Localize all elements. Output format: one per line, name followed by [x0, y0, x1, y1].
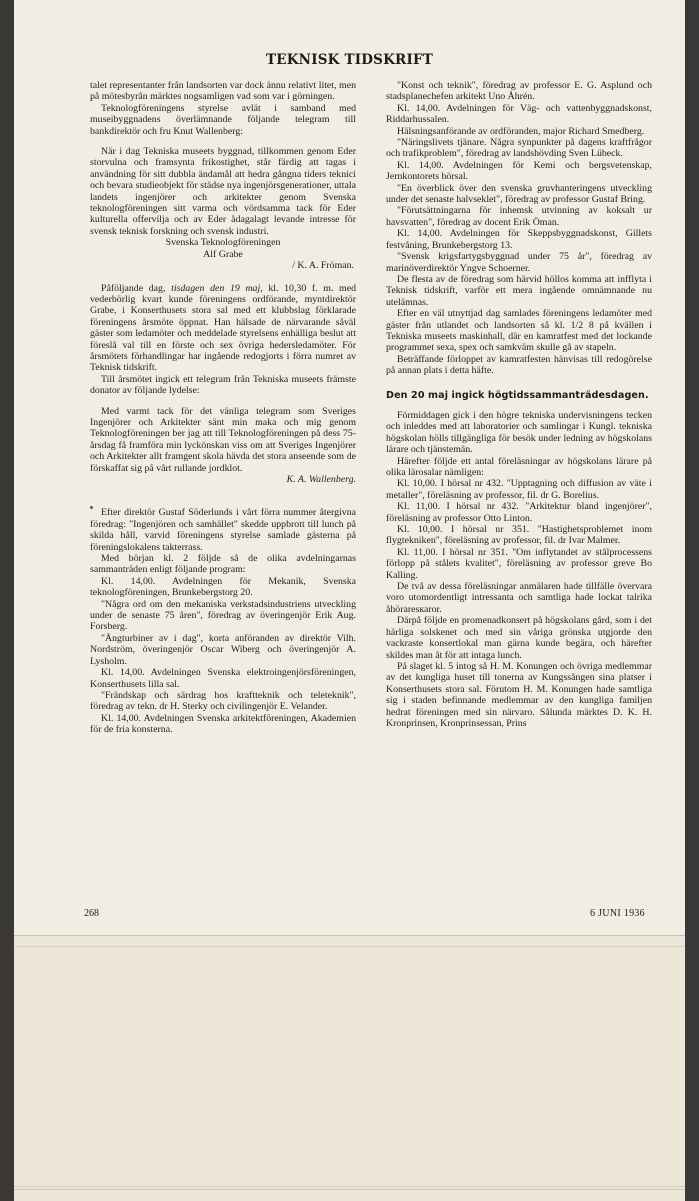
issue-date: 6 JUNI 1936	[590, 908, 645, 919]
telegram-quote: Med varmt tack för det vänliga telegram som Sveriges Ingenjörer och Arkitekter sänt min maka och mig genom Teknologföreningen ber jag att till Teknologföreningen på dess 75-årsdag få framföra min lyckönskan viss om att Sveriges Ingenjörer och Arkitekter allt framgent skola hävda det stora anseende som de förskaffat sig på vårt rullande jordklot.	[90, 405, 356, 474]
paragraph: Kl. 11,00. I hörsal nr 432. "Arkitektur bland ingenjörer", föreläsning av professor Otto Linton.	[386, 501, 652, 524]
telegram-quote: När i dag Tekniska museets byggnad, tillkommen genom Eder storvulna och framsynta frikostighet, står färdig att tagas i användning för sitt dubbla ändamål att hedra gångna tiders teknici och bevara studieobjekt för städse nya ingenjörsgenerationer, uttala landets ingenjörer och arkitekter genom Svenska teknologföreningen sitt varma och vördsamma tack för Eder kulturella offervilja och av Eder ådagalagt levande intresse för svensk teknisk forskning och svensk industri.	[90, 146, 356, 237]
paragraph: Kl. 14,00. Avdelningen Svenska arkitektföreningen, Akademien för de fria konsterna.	[90, 712, 356, 736]
paragraph: De två av dessa föreläsningar anmälaren hade tillfälle övervara voro utomordentligt intressanta och samtliga hade lockat talrika åhöraresкаror.	[386, 581, 652, 615]
paragraph: Härefter följde ett antal föreläsningar av högskolans lärare på olika lärosalar nämligen:	[386, 455, 652, 478]
paragraph: Kl. 14,00. Avdelningen Svenska elektroingenjörsföreningen, Konserthusets lilla sal.	[90, 667, 356, 690]
signature: K. A. Wallenberg.	[286, 474, 356, 485]
section-heading: Den 20 maj ingick högtidssammanträdesdagen.	[386, 389, 649, 401]
paragraph: Förmiddagen gick i den högre tekniska undervisningens tecken och inleddes med att laboratorier och samlingar i Kungl. tekniska högskolan hölls tillgängliga för besök under ledning av högskolans lärare och tjänstemän.	[386, 409, 652, 456]
newspaper-page	[14, 0, 685, 935]
paragraph: "Svensk krigsfartygsbyggnad under 75 år", föredrag av marinöverdirektör Yngve Schoerner.	[386, 251, 652, 274]
signature: / K. A. Fröman.	[292, 260, 354, 272]
paragraph: "Frändskap och särdrag hos kraftteknik och teleteknik", föredrag av tekn. dr H. Sterky och civilingenjör E. Velander.	[90, 689, 356, 713]
paragraph: Efter direktör Gustaf Söderlunds i vårt förra nummer återgivna föredrag: "Ingenjören och samhället" skedde uppbrott till lunch på skilda håll, varvid föreningens styrelse samlade gästerna på föreningslokalens takterrass.	[90, 507, 356, 553]
page-number: 268	[84, 908, 99, 919]
paragraph: På slaget kl. 5 intog så H. M. Konungen och övriga medlemmar av det kungliga huset till tonerna av Kungssången sina platser i Konserthusets stora sal. Förutom H. M. Konungen hade samtliga sig i staden befinnande medlemmar av den kungliga familjen hedrat föreningen med sin närvaro. Sålunda märktes D. K. H. Kronprinsen, Kronprinsessan, Prins	[386, 660, 652, 729]
signature-line: Alf Grabe	[203, 248, 243, 260]
paragraph: Beträffande förloppet av kamratfesten hänvisas till redogörelse på annan plats i detta häfte.	[386, 353, 652, 377]
right-column	[386, 80, 652, 729]
paragraph: Kl. 10,00. I hörsal nr 432. "Upptagning och diffusion av väte i metaller", föreläsning av professor, fil. dr G. Borelius.	[386, 478, 652, 501]
paragraph: "Ångturbiner av i dag", korta anföranden av direktör Vilh. Nordström, överingenjör Oscar Wiberg och överingenjör A. Lysholm.	[90, 632, 356, 667]
paragraph: "Förutsättningarna för inhemsk utvinning av koksalt ur havsvatten", föredrag av docent Erik Öman.	[386, 205, 652, 228]
lower-paper-fold	[14, 935, 685, 1201]
paragraph: "Konst och teknik", föredrag av professor E. G. Asplund och stadsplanechefen arkitekt Uno Åhrén.	[386, 80, 652, 103]
paragraph: Med början kl. 2 följde så de olika avdelningarnas sammanträden enligt följande program:	[90, 553, 356, 576]
paragraph: Efter en väl utnyttjad dag samlades föreningens ledamöter med gäster från utlandet och landsorten så kl. 1/2 8 på kvällen i Tekniska museets maskinhall, där en kamratfest med det lockande programmet sexa, spex och samkväm skulle gå av stapeln.	[386, 308, 652, 354]
paragraph: "Näringslivets tjänare. Några synpunkter på dagens kraftfrågor och trafikproblem", föredrag av landshövding Sven Lübeck.	[386, 137, 652, 160]
paragraph: Kl. 14,00. Avdelningen för Väg- och vattenbyggnadskonst, Riddarhussalen.	[386, 102, 652, 126]
paragraph: "En överblick över den svenska gruvhanteringens utveckling under det senaste halvseklet", föredrag av professor Gustaf Bring.	[386, 182, 652, 206]
paragraph: Hälsningsanförande av ordföranden, major Richard Smedberg.	[397, 125, 645, 137]
paragraph: De flesta av de föredrag som härvid höllos komma att infflyta i Teknisk tidskrift, varför ett mera ingående omnämnande nu utelämnas.	[386, 273, 652, 308]
masthead: TEKNISK TIDSKRIFT	[265, 52, 434, 68]
paragraph: Påföljande dag, tisdagen den 19 maj, kl. 10,30 f. m. med vederbörlig kvart kunde föreningens ordförande, myntdirektör Grabe, i Konserthusets stora sal med ett klubbslag förklarade föreningens årsmöte öppnat. Han hälsade de närvarande såväl gäster som ledamöter och meddelade styrelsens enhälliga beslut att föreslå val till en förste och sex övriga hedersledamöter. För årsmötets förhandlingar har ingående redogjorts i förra numret av Teknisk tidskrift.	[90, 282, 357, 374]
paragraph: Kl. 10,00. I hörsal nr 351. "Hastighetsproblemet inom flygtekniken", föreläsning av professor, fil. dr Ivar Malmer.	[386, 524, 652, 547]
paragraph: "Några ord om den mekaniska verkstadsindustriens utveckling under de senaste 75 åren", föredrag av överingenjör Erik Aug. Forsberg.	[90, 598, 356, 633]
paragraph: Till årsmötet ingick ett telegram från Tekniska museets främste donator av följande lydelse:	[90, 373, 356, 397]
paragraph: Teknologföreningens styrelse avlät i samband med museibyggnadens överlämnande följande telegram till bankdirektör och fru Knut Wallenberg:	[90, 102, 356, 137]
paragraph: Kl. 14,00. Avdelningen för Skeppsbyggnadskonst, Gillets festvåning, Brunkebergstorg 13.	[386, 228, 652, 251]
paragraph: Kl. 14,00. Avdelningen för Kemi och bergsvetenskap, Jernkontorets hörsal.	[386, 159, 652, 183]
paragraph: Därpå följde en promenadkonsert på högskolans gård, som i det härliga solskenet och med sin våriga grönska utgjorde den vackraste konsertlokal man gärna kunde begära, och härefter skildes man åt för att intaga lunch.	[386, 615, 652, 661]
paragraph: talet representanter från landsorten var dock ännu relativt litet, men på mötesbyrån märktes nogsamligen vad som var i görningen.	[90, 80, 356, 103]
paragraph: Kl. 14,00. Avdelningen för Mekanik, Svenska teknologföreningen, Brunkebergstorg 20.	[90, 575, 356, 599]
signature-line: Svenska Teknologföreningen	[165, 237, 281, 249]
paragraph: Kl. 11,00. I hörsal nr 351. "Om inflytandet av stålprocessens förlopp på stålets kvalitet", föreläsning av professor greve Bo Kalling.	[386, 546, 652, 581]
left-column	[90, 80, 356, 736]
